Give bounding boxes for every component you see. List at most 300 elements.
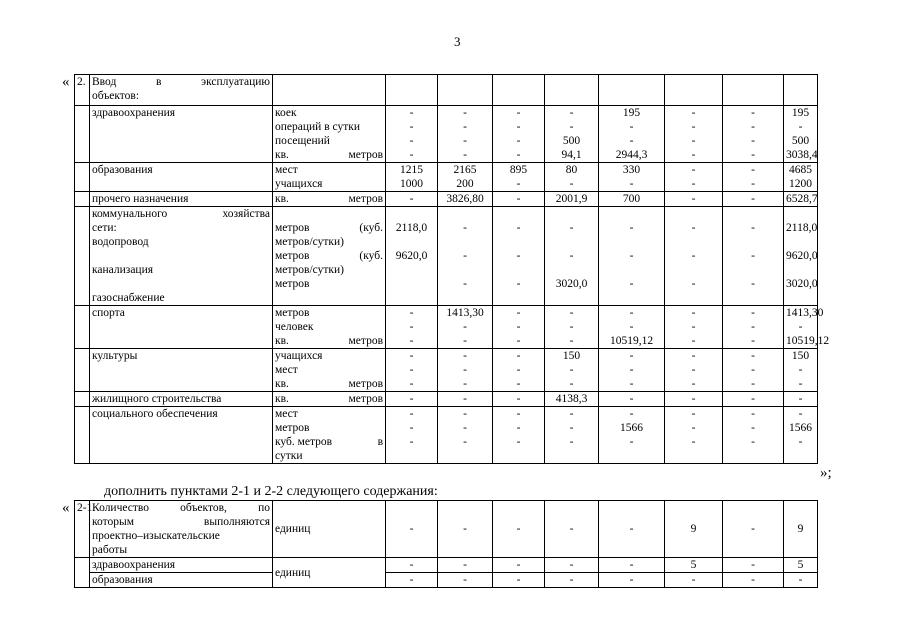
sub-label: образования — [90, 573, 273, 588]
value-cell — [665, 207, 723, 306]
value: 700 — [622, 193, 641, 205]
category-label: канализация — [92, 264, 154, 276]
empty-cell — [75, 349, 90, 392]
unit-label: человек — [275, 321, 314, 333]
category-cell — [90, 207, 273, 306]
value: - — [751, 321, 755, 333]
unit-label: метров/сутки) — [275, 264, 344, 276]
value-cell — [784, 207, 818, 306]
value — [786, 235, 815, 249]
value: 500 — [562, 135, 581, 147]
value: - — [516, 121, 521, 133]
title-line: Количество объектов, по — [92, 502, 270, 514]
unit-label: метров/сутки) — [275, 236, 344, 248]
value-cell: - — [723, 501, 784, 558]
value: - — [516, 350, 521, 362]
value-cell — [784, 106, 818, 163]
value: - — [751, 278, 755, 290]
value — [440, 449, 490, 463]
value-cell — [665, 163, 723, 192]
value: 10519,12 — [786, 335, 830, 347]
value — [601, 207, 662, 221]
value: - — [751, 422, 755, 434]
value: - — [629, 378, 634, 390]
unit-label: кв. метров — [275, 335, 383, 347]
value: - — [409, 422, 414, 434]
empty-cell — [75, 207, 90, 306]
value: 2118,0 — [395, 222, 428, 234]
value-cell — [386, 392, 438, 407]
value: - — [751, 335, 755, 347]
value: - — [463, 335, 467, 347]
value: - — [516, 149, 521, 161]
value: - — [516, 135, 521, 147]
value-cell — [386, 407, 438, 464]
value: - — [629, 135, 634, 147]
value: - — [569, 321, 574, 333]
value: - — [691, 164, 696, 176]
value: - — [691, 408, 696, 420]
value: 1215 — [400, 164, 423, 176]
unit-label: мест — [275, 408, 298, 420]
unit-cell: единиц — [273, 501, 386, 558]
unit-cell — [273, 392, 386, 407]
value: 2118,0 — [786, 222, 818, 234]
value: - — [691, 378, 696, 390]
value-cell — [665, 392, 723, 407]
value: - — [751, 307, 755, 319]
value: - — [569, 436, 574, 448]
unit-cell — [273, 192, 386, 207]
value — [725, 449, 781, 463]
title-line: работы — [92, 544, 128, 556]
value: - — [569, 107, 574, 119]
category-label: культуры — [92, 350, 138, 362]
value-cell: 5 — [665, 558, 723, 573]
value — [601, 449, 662, 463]
category-label: сети: — [92, 222, 117, 234]
unit-label: метров (куб. — [275, 222, 383, 234]
value: - — [409, 350, 414, 362]
value: - — [798, 378, 803, 390]
unit-label: мест — [275, 364, 298, 376]
title-line: проектно–изыскательские — [92, 530, 220, 542]
value: 1200 — [789, 178, 812, 190]
value: 2165 — [453, 164, 477, 176]
value-cell: 9 — [784, 501, 818, 558]
page-number: 3 — [454, 34, 461, 49]
value-cell — [599, 349, 665, 392]
unit-cell — [273, 106, 386, 163]
unit-label: кв. метров — [275, 393, 383, 405]
value: - — [463, 350, 467, 362]
category-label: водопровод — [92, 236, 149, 248]
value: - — [691, 364, 696, 376]
unit-cell — [273, 407, 386, 464]
value: 3020,0 — [786, 278, 818, 290]
supplement-table — [74, 500, 818, 588]
value — [667, 449, 720, 463]
value-cell — [493, 392, 545, 407]
table-row — [75, 392, 818, 407]
unit-label — [275, 291, 383, 305]
sub-label: здравоохранения — [90, 558, 273, 573]
value — [495, 449, 542, 463]
value — [495, 263, 542, 277]
value: 6528,7 — [786, 193, 818, 205]
value: - — [409, 135, 414, 147]
unit-label: сутки — [275, 450, 303, 462]
value: - — [463, 107, 467, 119]
unit-label: куб. метров в — [275, 436, 383, 448]
table-row — [75, 306, 818, 349]
value — [601, 235, 662, 249]
value-cell: - — [784, 573, 818, 588]
category-label: жилищного строительства — [92, 393, 222, 405]
value: - — [569, 178, 574, 190]
value-cell: 9 — [665, 501, 723, 558]
category-label: спорта — [92, 307, 125, 319]
unit-label: операций в сутки — [275, 121, 360, 133]
value — [725, 235, 781, 249]
value-cell — [386, 349, 438, 392]
value: 80 — [565, 164, 578, 176]
value — [388, 207, 435, 221]
value: - — [516, 193, 521, 205]
value: - — [463, 278, 467, 290]
value: - — [409, 436, 414, 448]
category-label — [92, 249, 270, 263]
value: - — [463, 408, 467, 420]
category-cell — [90, 392, 273, 407]
category-label: газоснабжение — [92, 292, 165, 304]
value: - — [691, 121, 696, 133]
value: - — [798, 321, 803, 333]
table-row — [75, 573, 818, 588]
value: 500 — [791, 135, 810, 147]
value: - — [463, 149, 467, 161]
category-cell — [90, 163, 273, 192]
value — [725, 207, 781, 221]
value: - — [798, 364, 803, 376]
value: 3038,4 — [786, 149, 818, 161]
value — [388, 277, 435, 291]
value-cell: - — [438, 558, 493, 573]
value-cell — [784, 192, 818, 207]
value: - — [569, 364, 574, 376]
value: 1000 — [400, 178, 423, 190]
value-cell — [599, 392, 665, 407]
value-cell — [723, 106, 784, 163]
value-cell — [665, 349, 723, 392]
opening-quote-2: « — [62, 500, 70, 516]
value-cell: - — [665, 573, 723, 588]
value-cell — [438, 349, 493, 392]
category-label: здравоохранения — [92, 107, 176, 119]
value-cell — [784, 392, 818, 407]
value: - — [516, 321, 521, 333]
value: - — [751, 107, 755, 119]
value-cell: - — [386, 573, 438, 588]
value: - — [691, 178, 696, 190]
category-label: прочего назначения — [92, 193, 189, 205]
value: - — [516, 408, 521, 420]
value-cell — [784, 349, 818, 392]
value: - — [516, 364, 521, 376]
value: - — [629, 436, 634, 448]
value-cell — [665, 407, 723, 464]
value-cell — [599, 407, 665, 464]
value-cell: - — [599, 501, 665, 558]
value: - — [691, 193, 696, 205]
table-row — [75, 349, 818, 392]
item-number: 2. — [75, 75, 90, 106]
value-cell — [545, 407, 599, 464]
value-cell — [545, 392, 599, 407]
value: - — [569, 335, 574, 347]
value-cell: - — [386, 558, 438, 573]
value — [725, 291, 781, 305]
value: - — [516, 107, 521, 119]
value: - — [691, 321, 696, 333]
table-row — [75, 207, 818, 306]
value: 150 — [562, 350, 581, 362]
value-cell — [665, 192, 723, 207]
value — [601, 291, 662, 305]
value-cell: - — [386, 501, 438, 558]
value: - — [691, 278, 696, 290]
value: - — [691, 135, 696, 147]
value — [440, 235, 490, 249]
value: - — [751, 222, 755, 234]
value: - — [569, 121, 574, 133]
category-cell — [90, 106, 273, 163]
unit-cell — [273, 349, 386, 392]
value-cell — [784, 306, 830, 349]
value-cell: - — [493, 573, 545, 588]
value: - — [751, 193, 755, 205]
value: - — [516, 178, 521, 190]
empty-cell — [75, 163, 90, 192]
value-cell — [599, 306, 665, 349]
value — [495, 235, 542, 249]
value: - — [409, 149, 414, 161]
unit-cell — [273, 207, 386, 306]
main-table — [74, 74, 830, 464]
value-cell — [784, 407, 818, 464]
value: - — [569, 408, 574, 420]
category-label: коммунального хозяйства — [92, 208, 270, 220]
value-cell — [723, 392, 784, 407]
value-cell — [723, 207, 784, 306]
value-cell — [386, 207, 438, 306]
value — [388, 235, 435, 249]
value: - — [629, 350, 634, 362]
category-label: социального обеспечения — [92, 408, 218, 420]
unit-label — [275, 207, 383, 221]
value: - — [691, 436, 696, 448]
value-cell: - — [438, 501, 493, 558]
value-cell — [438, 407, 493, 464]
value: - — [569, 222, 574, 234]
value: - — [629, 408, 634, 420]
value: - — [516, 307, 521, 319]
table-header-row — [75, 75, 818, 106]
empty-cell — [75, 106, 90, 163]
value-cell — [493, 192, 545, 207]
value — [440, 263, 490, 277]
value: 94,1 — [561, 149, 582, 161]
empty-cell — [75, 306, 90, 349]
value: - — [629, 250, 634, 262]
value: 195 — [622, 107, 641, 119]
unit-label: метров — [275, 422, 310, 434]
value: - — [691, 107, 696, 119]
value-cell — [545, 106, 599, 163]
value — [786, 207, 815, 221]
value — [388, 291, 435, 305]
value: 2001,9 — [555, 193, 588, 205]
value: - — [409, 335, 414, 347]
value: 3826,80 — [446, 193, 484, 205]
value — [388, 449, 435, 463]
value: 4685 — [789, 164, 812, 176]
value-cell — [723, 407, 784, 464]
value: - — [751, 350, 755, 362]
value: - — [569, 422, 574, 434]
value: - — [569, 378, 574, 390]
table-row — [75, 106, 818, 163]
closing-quote: »; — [820, 465, 832, 481]
item-title: Ввод в эксплуатацию объектов: — [90, 75, 273, 106]
value: - — [409, 121, 414, 133]
table-row — [75, 192, 818, 207]
value-cell — [665, 106, 723, 163]
value: - — [629, 393, 634, 405]
value-cell — [438, 192, 493, 207]
value — [495, 207, 542, 221]
value: 895 — [509, 164, 528, 176]
value: 4138,3 — [555, 393, 588, 405]
value-cell — [386, 163, 438, 192]
unit-cell — [273, 306, 386, 349]
value-cell: - — [438, 573, 493, 588]
value-cell — [665, 306, 723, 349]
value — [725, 263, 781, 277]
value: - — [516, 335, 521, 347]
value: - — [463, 364, 467, 376]
value-cell — [545, 192, 599, 207]
value-cell — [723, 192, 784, 207]
item-title — [90, 501, 273, 558]
empty-cell — [75, 392, 90, 407]
unit-label: кв. метров — [275, 193, 383, 205]
value: - — [629, 178, 634, 190]
value-cell — [493, 207, 545, 306]
table-row — [75, 501, 818, 558]
value — [786, 291, 815, 305]
value — [547, 449, 596, 463]
value-cell — [493, 407, 545, 464]
value: - — [409, 378, 414, 390]
value-cell — [599, 106, 665, 163]
value: 200 — [456, 178, 474, 190]
unit-label: метров (куб. — [275, 250, 383, 262]
value: - — [463, 436, 467, 448]
value: 1413,30 — [446, 307, 484, 319]
value: 330 — [622, 164, 641, 176]
value: - — [691, 149, 696, 161]
value: - — [751, 164, 755, 176]
value-cell — [545, 163, 599, 192]
value-cell — [438, 106, 493, 163]
value: - — [691, 250, 696, 262]
value: - — [751, 364, 755, 376]
value: - — [409, 364, 414, 376]
item-number: 2-1. — [75, 501, 90, 558]
value-cell — [493, 106, 545, 163]
value: 10519,12 — [609, 335, 654, 347]
value-cell: - — [545, 501, 599, 558]
table-row — [75, 558, 818, 573]
value: - — [629, 222, 634, 234]
category-cell — [90, 407, 273, 464]
value-cell — [386, 306, 438, 349]
unit-label: мест — [275, 164, 298, 176]
intro-text: дополнить пунктами 2-1 и 2-2 следующего содержания: — [104, 484, 438, 499]
value — [547, 235, 596, 249]
value: - — [463, 393, 467, 405]
value-cell — [723, 163, 784, 192]
value: - — [516, 393, 521, 405]
value: - — [463, 121, 467, 133]
value: - — [569, 307, 574, 319]
value: - — [516, 250, 521, 262]
value: - — [798, 121, 803, 133]
value: - — [751, 393, 755, 405]
value-cell — [386, 106, 438, 163]
value-cell: - — [493, 501, 545, 558]
value: - — [751, 178, 755, 190]
value: - — [691, 350, 696, 362]
value: - — [409, 321, 414, 333]
value-cell: - — [545, 573, 599, 588]
value-cell: - — [545, 558, 599, 573]
value: - — [751, 408, 755, 420]
unit-label: учащихся — [275, 350, 323, 362]
empty-cell — [75, 407, 90, 464]
value: - — [629, 307, 634, 319]
value-cell — [545, 349, 599, 392]
value-cell: - — [723, 558, 784, 573]
title-line: которым выполняются — [92, 516, 270, 528]
value-cell — [599, 192, 665, 207]
value: - — [463, 250, 467, 262]
value — [440, 207, 490, 221]
value-cell: - — [599, 573, 665, 588]
value — [667, 263, 720, 277]
value — [388, 263, 435, 277]
value-cell — [438, 163, 493, 192]
value: - — [691, 335, 696, 347]
value: - — [751, 149, 755, 161]
value: - — [751, 121, 755, 133]
value-cell — [545, 207, 599, 306]
value — [547, 291, 596, 305]
value-cell — [599, 207, 665, 306]
value: 3020,0 — [555, 278, 588, 290]
value: - — [691, 307, 696, 319]
